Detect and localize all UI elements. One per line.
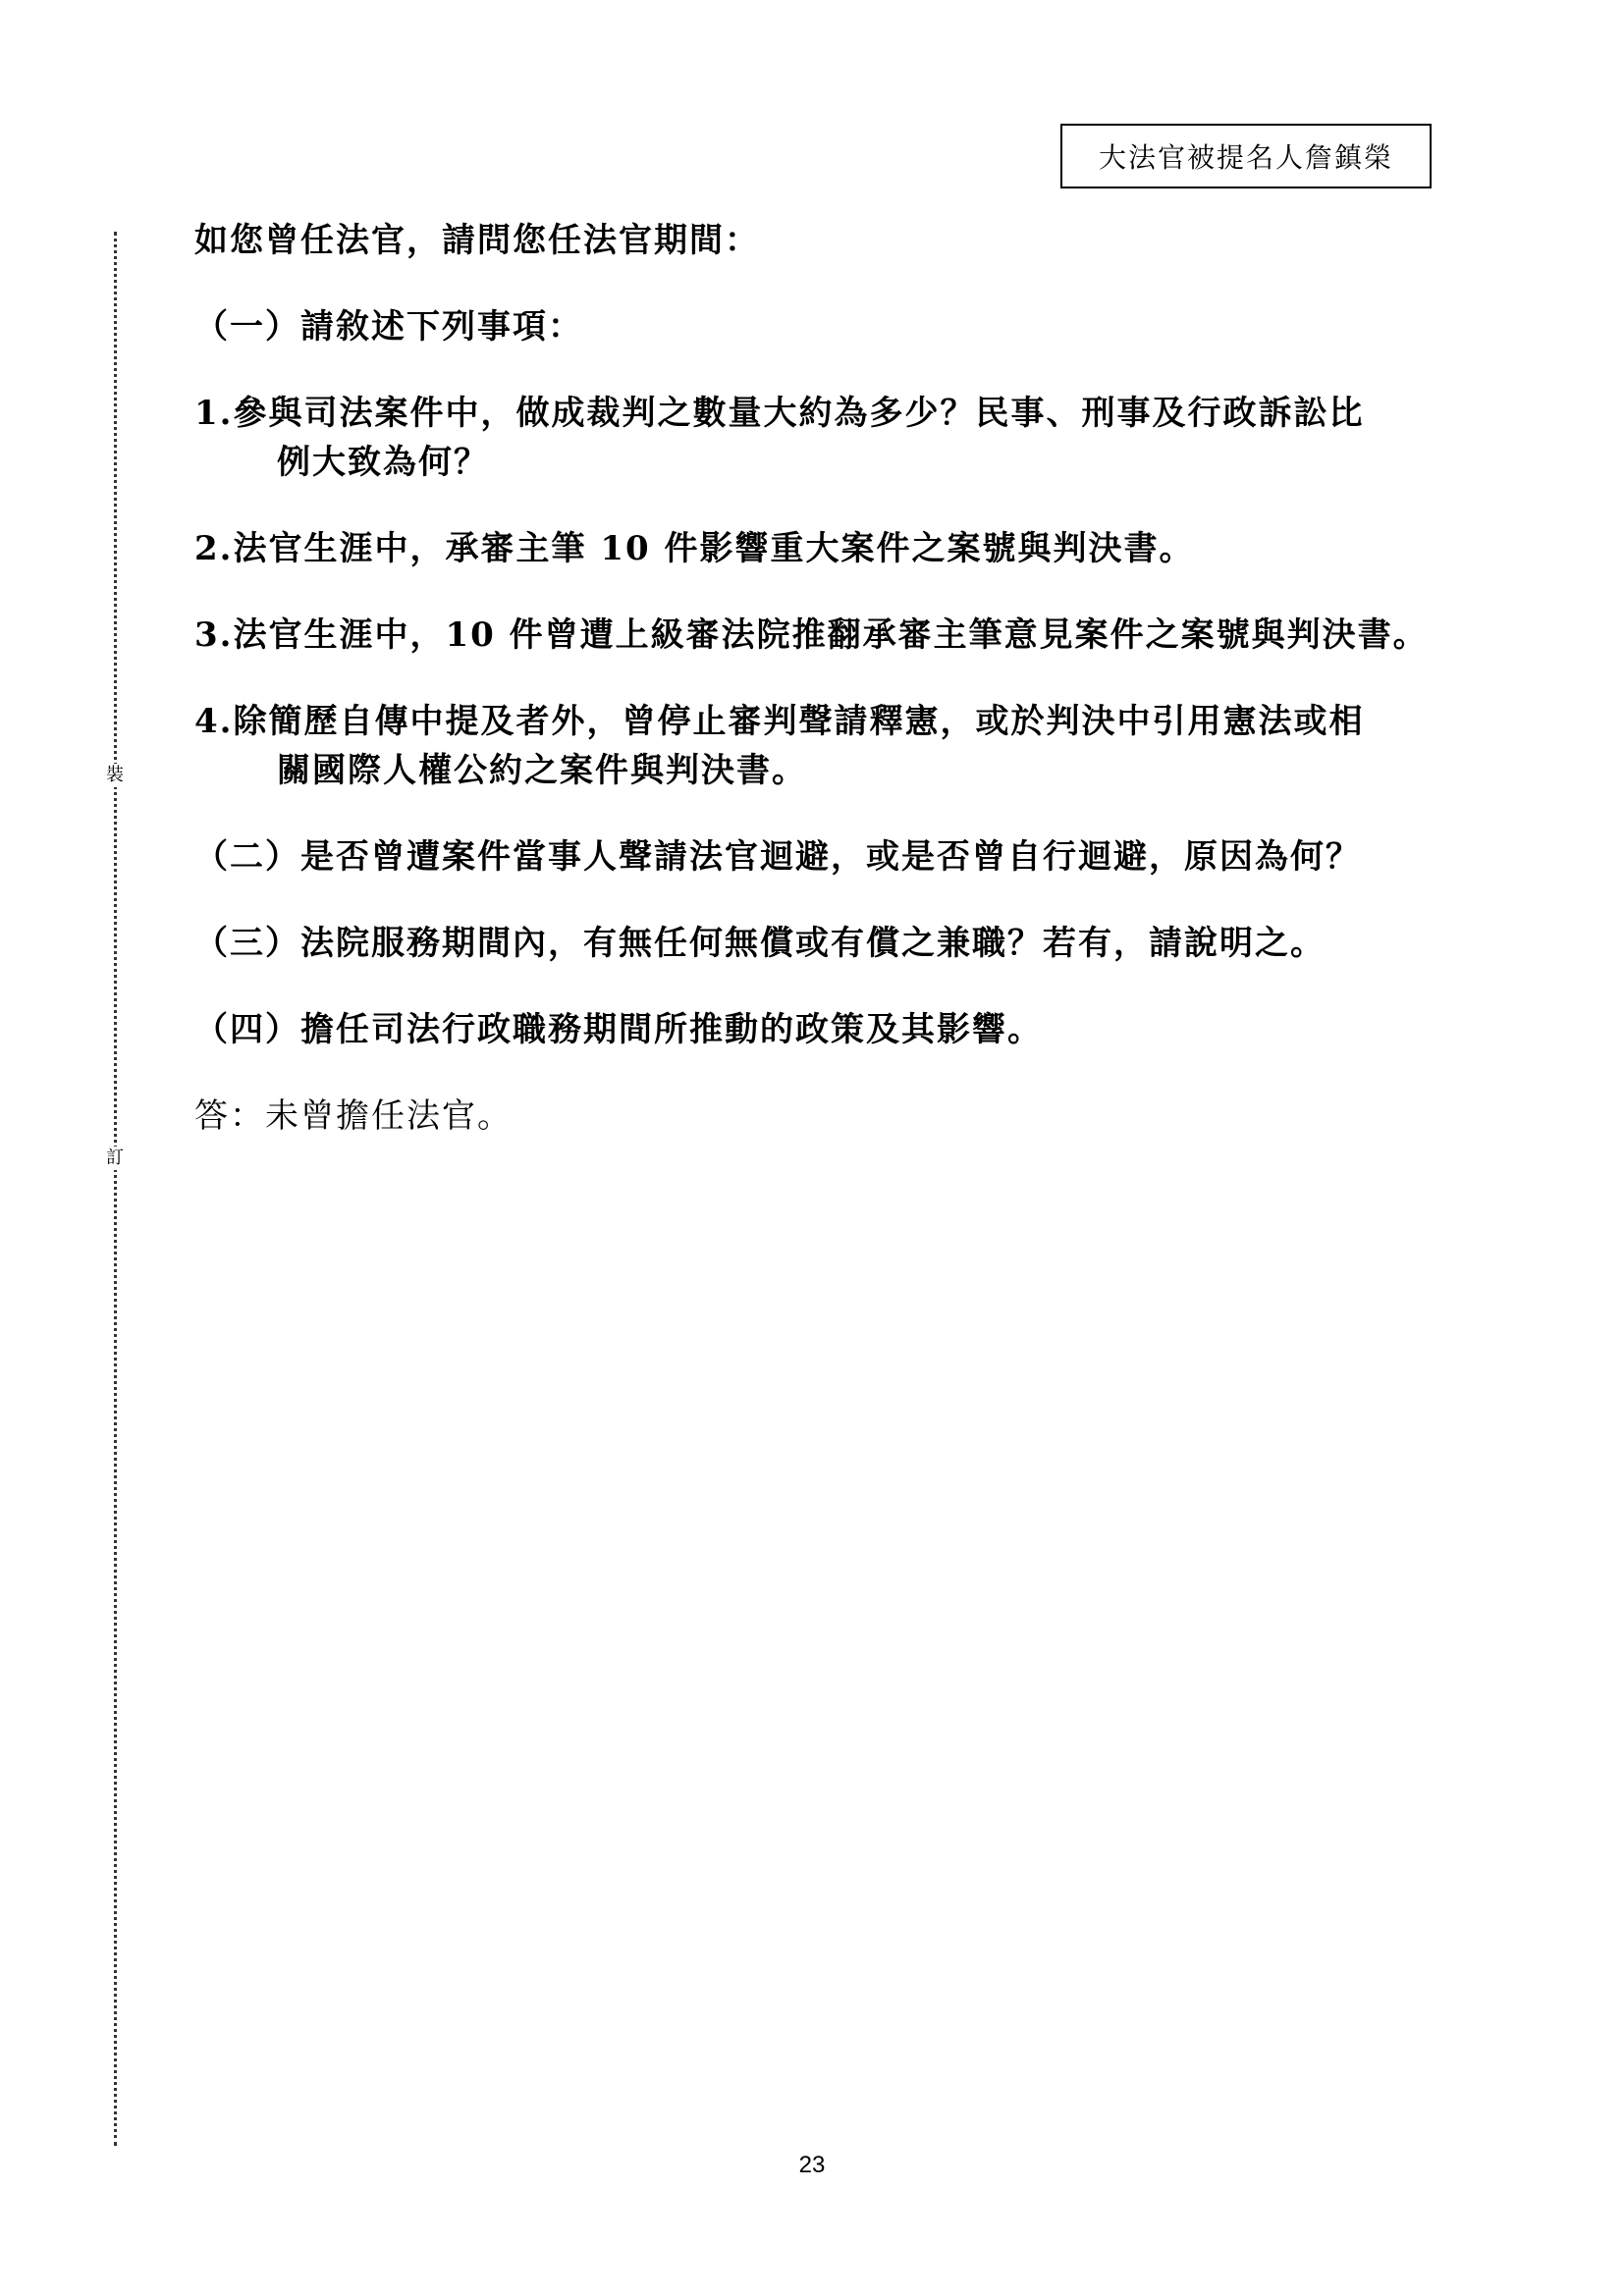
question-item-3-line1: 3.法官生涯中，10 件曾遭上級審法院推翻承審主筆意見案件之案號與判決書。 [194,615,1429,655]
binding-mark-zhuang: 裝 [102,764,128,787]
question-item-2-line1: 2.法官生涯中，承審主筆 10 件影響重大案件之案號與判決書。 [194,529,1195,568]
nominee-label-box [1060,124,1432,188]
page-number: 23 [798,2152,826,2178]
question-item-4 [194,697,1451,795]
question-item-1 [194,389,1451,487]
question-item-2 [194,524,1451,573]
binding-dotted-line [114,232,117,2146]
nominee-label: 大法官被提名人詹鎮榮 [1098,141,1393,174]
binding-mark-ding: 訂 [102,1147,128,1170]
section-two-question: （二）是否曾遭案件當事人聲請法官迴避，或是否曾自行迴避，原因為何？ [194,837,1361,877]
question-item-1-line1: 1.參與司法案件中，做成裁判之數量大約為多少？民事、刑事及行政訴訟比 [194,394,1365,433]
section-one-heading: （一）請敘述下列事項： [194,307,583,347]
answer-text: 答：未曾擔任法官。 [194,1096,513,1136]
question-item-1-line2: 例大致為何？ [277,443,489,482]
section-three-question: （三）法院服務期間內，有無任何無償或有償之兼職？若有，請說明之。 [194,924,1326,963]
section-four-question: （四）擔任司法行政職務期間所推動的政策及其影響。 [194,1010,1043,1049]
question-item-3 [194,611,1451,660]
question-item-4-line2: 關國際人權公約之案件與判決書。 [277,751,807,790]
question-content [194,202,1451,1141]
question-item-4-line1: 4.除簡歷自傳中提及者外，曾停止審判聲請釋憲，或於判決中引用憲法或相 [194,702,1365,741]
question-intro: 如您曾任法官，請問您任法官期間： [194,221,760,260]
